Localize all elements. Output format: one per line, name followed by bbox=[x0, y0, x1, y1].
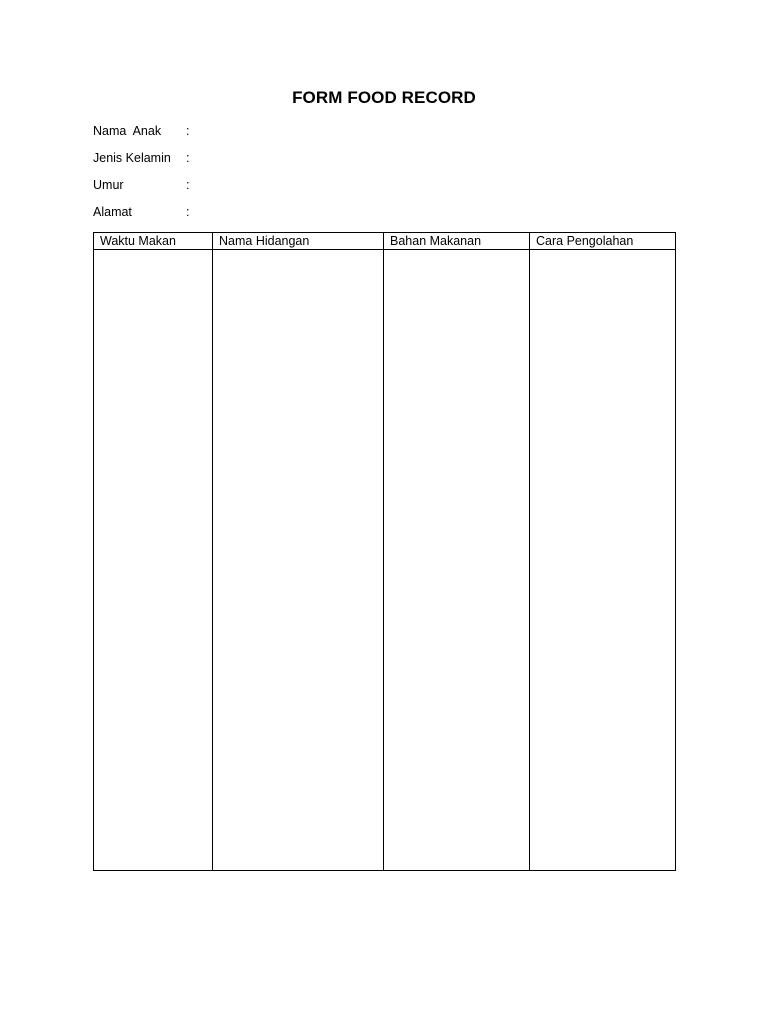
cell-nama-hidangan[interactable] bbox=[213, 250, 384, 871]
cell-bahan-makanan[interactable] bbox=[384, 250, 530, 871]
cell-cara-pengolahan[interactable] bbox=[530, 250, 676, 871]
field-colon: : bbox=[186, 151, 190, 165]
header-nama-hidangan: Nama Hidangan bbox=[213, 233, 384, 250]
table-header-row bbox=[94, 233, 676, 250]
header-cara-pengolahan: Cara Pengolahan bbox=[530, 233, 676, 250]
field-colon: : bbox=[186, 124, 190, 138]
field-colon: : bbox=[186, 205, 190, 219]
field-label: Jenis Kelamin bbox=[93, 151, 171, 165]
table-row bbox=[94, 250, 676, 871]
header-bahan-makanan: Bahan Makanan bbox=[384, 233, 530, 250]
field-label: Nama Anak bbox=[93, 124, 162, 138]
header-waktu-makan: Waktu Makan bbox=[94, 233, 213, 250]
cell-waktu-makan[interactable] bbox=[94, 250, 213, 871]
page-title: FORM FOOD RECORD bbox=[292, 88, 476, 107]
food-record-table bbox=[93, 232, 676, 871]
field-label: Alamat bbox=[93, 205, 132, 219]
field-colon: : bbox=[186, 178, 190, 192]
field-label: Umur bbox=[93, 178, 124, 192]
